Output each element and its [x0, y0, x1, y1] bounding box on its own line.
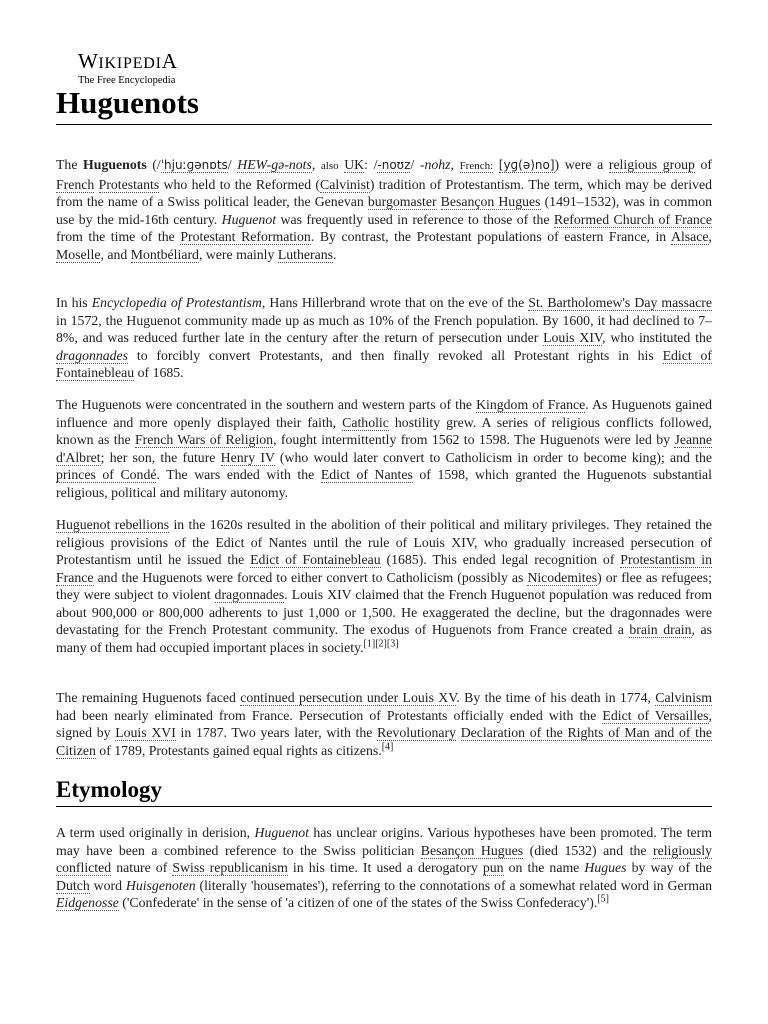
text: A term used originally in derision,	[56, 825, 255, 840]
link-kingdom-of-france[interactable]: Kingdom of France	[476, 397, 586, 412]
link-edict-of-versailles[interactable]: Edict of Versailles	[602, 707, 709, 723]
text: and the Huguenots were forced to either convert to Catholicism (possibly as	[93, 569, 528, 585]
paragraph-population	[56, 294, 712, 382]
text	[437, 194, 441, 209]
ipa-link[interactable]: [yɡ(ə)no]	[498, 158, 555, 172]
french-link[interactable]: French:	[459, 160, 494, 172]
link-religious-group[interactable]: religious group	[608, 157, 695, 172]
italic-term: Hugues	[584, 860, 627, 875]
link-protestants[interactable]: Protestants	[98, 176, 160, 192]
bold-term: Huguenots	[83, 157, 147, 172]
citation-ref-2[interactable]: [2]	[375, 637, 387, 649]
link-edict-of-fontainebleau[interactable]: Edict of Fontainebleau	[56, 347, 713, 380]
text: . By the time of his death in 1774,	[456, 690, 656, 705]
citation-ref-1[interactable]: [1]	[363, 637, 376, 649]
text: ) were a	[554, 157, 609, 172]
text: (1491–1532), was in common use by the mid-16th century.	[56, 194, 712, 227]
text: The	[56, 157, 84, 172]
text: of 1685.	[134, 365, 184, 380]
text	[94, 177, 98, 192]
link-nicodemites[interactable]: Nicodemites	[527, 569, 598, 585]
paragraph-rebellions	[56, 516, 712, 656]
text: has unclear origins. Various hypotheses have been promoted. The term may have been a combined reference to the Swiss politician	[56, 825, 712, 858]
text: to forcibly convert Protestants, and then finally revoked all Protestant rights in his	[128, 347, 663, 363]
section-heading-etymology: Etymology	[56, 777, 163, 802]
citation-ref-5[interactable]: [5]	[597, 893, 610, 905]
text: , as many of them had occupied important places in society.	[56, 622, 712, 655]
section-divider	[56, 806, 712, 807]
italic-term: Huguenot	[254, 825, 309, 840]
link-calvinist[interactable]: Calvinist	[320, 176, 370, 192]
text: (died 1532) and the	[523, 842, 653, 858]
italic-term: Huisgenoten	[125, 877, 196, 893]
text: of 1789, Protestants gained equal rights as citizens.	[95, 742, 382, 758]
link-french-wars-of-religion[interactable]: French Wars of Religion	[134, 432, 274, 447]
text: . By contrast, the Protestant populations of eastern France, in	[310, 229, 671, 244]
link-edict-of-fontainebleau[interactable]: Edict of Fontainebleau	[250, 552, 381, 567]
logo-wordmark: WIKIPEDIA	[78, 49, 178, 73]
link-swiss-republicanism[interactable]: Swiss republicanism	[172, 860, 288, 875]
text: . As Huguenots gained influence and more openly displayed their faith,	[56, 397, 712, 430]
link-religiously-conflicted[interactable]: religiously conflicted	[56, 842, 712, 875]
ipa-link[interactable]: -noʊz	[377, 158, 411, 172]
title-divider	[56, 124, 712, 125]
link-dragonnades[interactable]: dragonnades	[56, 347, 129, 363]
text: ,	[311, 157, 321, 172]
link-jeanne-dalbret[interactable]: Jeanne d'Albret	[56, 432, 712, 465]
text: In his	[56, 295, 92, 310]
link-persecution-under-louis-xv[interactable]: continued persecution under Louis XV	[240, 690, 457, 705]
text: hostility grew. A series of religious conflicts followed, known as the	[56, 414, 712, 447]
text: , Hans Hillerbrand wrote that on the eve of the	[261, 295, 529, 310]
link-dutch[interactable]: Dutch	[56, 877, 90, 893]
link-louis-xvi[interactable]: Louis XVI	[115, 725, 176, 740]
text: was frequently used in reference to those of the	[276, 211, 554, 227]
ipa-link[interactable]: ˈhjuːɡənɒts	[160, 158, 228, 172]
text: . Louis XIV claimed that the French Huguenot population was reduced from about 900,000 or 800,000 adherents to just 1,000 or 1,500. He exaggerated the decline, but the dragonnades were devastating for the French Protestant community. The exodus of Huguenots from France created a	[56, 587, 712, 637]
text: (who would later convert to Catholicism in order to become king); and the	[274, 449, 713, 465]
text: nature of	[111, 860, 173, 875]
paragraph-intro	[56, 156, 712, 263]
link-montbeliard[interactable]: Montbéliard	[130, 246, 199, 262]
text: word	[89, 877, 126, 893]
text: The Huguenots were concentrated in the southern and western parts of the	[56, 397, 477, 412]
text: ) tradition of Protestantism. The term, which may be derived from the name of a Swiss political leader, the Genevan	[56, 176, 712, 209]
link-dragonnades[interactable]: dragonnades	[214, 587, 285, 602]
link-protestant-reformation[interactable]: Protestant Reformation	[180, 229, 311, 244]
link-edict-of-nantes[interactable]: Edict of Nantes	[320, 467, 413, 482]
wikipedia-logo[interactable]	[78, 50, 218, 87]
link-brain-drain[interactable]: brain drain	[629, 622, 692, 637]
text: ; her son, the future	[100, 449, 221, 465]
page-title: Huguenots	[56, 85, 199, 120]
logo-tagline: The Free Encyclopedia	[78, 75, 176, 86]
link-reformed-church-of-france[interactable]: Reformed Church of France	[553, 211, 712, 227]
link-louis-xiv[interactable]: Louis XIV	[543, 330, 603, 345]
uk-link[interactable]: UK	[344, 157, 365, 172]
text: The remaining Huguenots faced	[56, 690, 241, 705]
text: had been nearly eliminated from France. Persecution of Protestants officially ended with the	[56, 707, 603, 723]
text: in 1572, the Huguenot community made up as much as 10% of the French population. By 1600, it had declined to 7–8%, and was reduced further late in the century after the return of persecution under	[56, 312, 712, 345]
text: (/	[146, 157, 161, 172]
link-catholic[interactable]: Catholic	[342, 414, 389, 430]
text: , fought intermittently from 1562 to 1598. The Huguenots were led by	[273, 432, 675, 447]
link-besancon-hugues[interactable]: Besançon Hugues	[420, 842, 524, 858]
text: in his time. It used a derogatory	[287, 860, 483, 875]
paragraph-later-persecution	[56, 689, 712, 759]
text: in 1787. Two years later, with the	[175, 725, 378, 740]
text: (1685). This ended legal recognition of	[380, 552, 621, 567]
citation-ref-3[interactable]: [3]	[386, 637, 399, 649]
text: (literally 'housemates'), referring to the connotations of a somewhat related word in German	[195, 877, 712, 893]
text: in the 1620s resulted in the abolition of their political and military privileges. They retained the religious provisions of the Edict of Nantes until the rule of Louis XIV, who gradually increased persecution of Protestantism until he issued the	[56, 517, 712, 567]
link-alsace[interactable]: Alsace	[671, 229, 709, 244]
italic-term: Huguenot	[221, 211, 277, 227]
link-eidgenosse[interactable]: Eidgenosse	[56, 895, 119, 910]
text: ,	[450, 157, 460, 172]
text: of 1598, which granted the Huguenots substantial religious, political and military autonomy.	[56, 467, 712, 500]
text: from the time of the	[56, 229, 181, 244]
link-huguenot-rebellions[interactable]: Huguenot rebellions	[56, 517, 170, 532]
text: also	[320, 160, 339, 172]
text: /	[410, 157, 420, 172]
paragraph-wars	[56, 396, 712, 501]
text: . The wars ended with the	[156, 467, 321, 482]
respelling: -nohz	[419, 157, 451, 172]
text: , and	[100, 246, 131, 262]
citation-ref-4[interactable]: [4]	[381, 740, 394, 752]
link-burgomaster[interactable]: burgomaster	[367, 194, 437, 209]
text	[493, 157, 499, 172]
link-henry-iv[interactable]: Henry IV	[220, 449, 275, 465]
text: ) or flee as refugees; they were subject to violent	[56, 569, 712, 602]
link-st-bartholomews-day-massacre[interactable]: St. Bartholomew's Day massacre	[528, 295, 712, 310]
text: , who instituted the	[602, 330, 712, 345]
text: on the name	[503, 860, 585, 875]
text: ,	[708, 229, 712, 244]
respelling-link[interactable]: HEW-gə-nots	[237, 157, 312, 172]
text: who held to the Reformed (	[159, 176, 321, 192]
book-title: Encyclopedia of Protestantism	[91, 295, 262, 310]
link-besancon-hugues[interactable]: Besançon Hugues	[440, 194, 541, 209]
link-calvinism[interactable]: Calvinism	[655, 690, 713, 705]
link-french[interactable]: French	[56, 176, 95, 192]
text: : /	[364, 157, 378, 172]
paragraph-etymology	[56, 824, 712, 912]
link-moselle[interactable]: Moselle	[56, 246, 101, 262]
link-princes-of-conde[interactable]: princes of Condé	[56, 467, 157, 482]
text: , were mainly	[198, 246, 278, 262]
link-protestantism-in-france[interactable]: Protestantism in France	[56, 552, 713, 585]
text: .	[333, 246, 337, 262]
text: /	[227, 157, 238, 172]
link-lutherans[interactable]: Lutherans	[277, 246, 334, 262]
text: ('Confederate' in the sense of 'a citizen of one of the states of the Swiss Confederacy').	[118, 895, 598, 910]
text: , signed by	[56, 707, 712, 740]
link-pun[interactable]: pun	[482, 860, 504, 875]
text: by way of the	[626, 860, 712, 875]
link-revolutionary[interactable]: Revolutionary	[377, 725, 457, 740]
text: of	[694, 157, 712, 172]
link-declaration-of-rights-of-man[interactable]: Declaration of the Rights of Man and of the Citizen	[56, 725, 712, 758]
